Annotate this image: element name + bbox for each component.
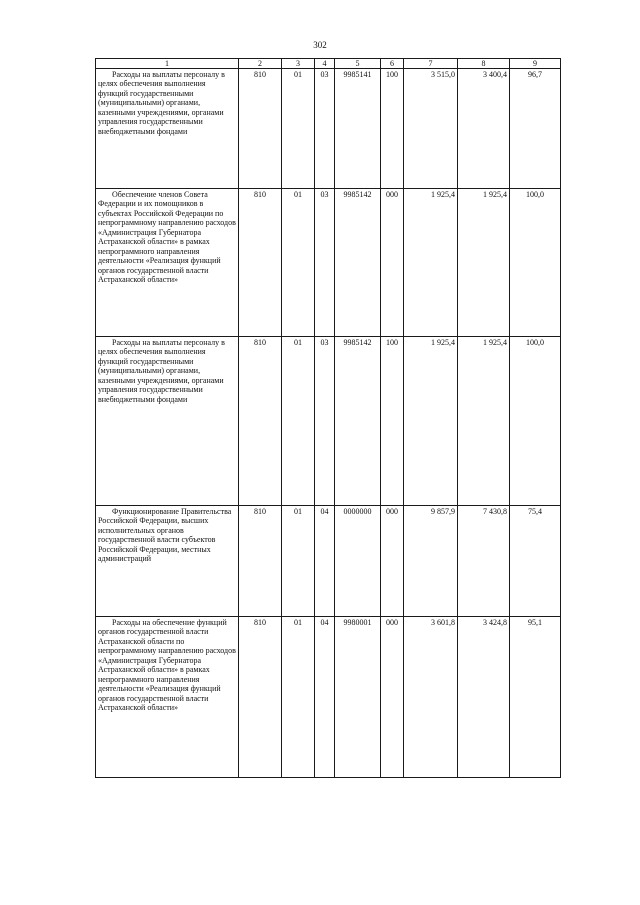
row-description [96,337,239,506]
execution-percent: 100,0 [510,337,561,506]
actual-amount: 3 400,4 [458,69,510,189]
row-description-text: Расходы на выплаты персоналу в целях обеспечения выполнения функций государственными (муниципальными) органами, казенными учреждениями, органами управления государственными внебюджетными фондами [98,338,225,404]
row-description-text: Обеспечение членов Совета Федерации и их помощников в субъектах Российской Федерации по непрограммному направлению расходов «Администрация Губернатора Астраханской области» в рамках непрограммного направления деятельности «Реализация функций органов государственной власти Астраханской области» [98,190,236,284]
subsection-code: 03 [315,337,335,506]
table-row [96,506,561,617]
table-row [96,69,561,189]
column-header: 6 [381,59,404,69]
target-article-code: 0000000 [335,506,381,617]
expense-type-code: 100 [381,69,404,189]
section-code: 01 [282,189,315,337]
expense-type-code: 000 [381,506,404,617]
planned-amount: 1 925,4 [404,189,458,337]
actual-amount: 3 424,8 [458,617,510,778]
table-header-row [96,59,561,69]
row-description [96,69,239,189]
column-header: 1 [96,59,239,69]
column-header: 9 [510,59,561,69]
page-number: 302 [313,40,327,50]
expense-type-code: 000 [381,617,404,778]
section-code: 01 [282,69,315,189]
target-article-code: 9985141 [335,69,381,189]
admin-code: 810 [239,337,282,506]
row-description-text: Расходы на выплаты персоналу в целях обеспечения выполнения функций государственными (муниципальными) органами, казенными учреждениями, органами управления государственными внебюджетными фондами [98,70,225,136]
planned-amount: 3 601,8 [404,617,458,778]
section-code: 01 [282,617,315,778]
planned-amount: 3 515,0 [404,69,458,189]
admin-code: 810 [239,617,282,778]
execution-percent: 75,4 [510,506,561,617]
target-article-code: 9985142 [335,337,381,506]
subsection-code: 03 [315,189,335,337]
target-article-code: 9980001 [335,617,381,778]
column-header: 7 [404,59,458,69]
row-description-text: Расходы на обеспечение функций органов государственной власти Астраханской области по непрограммному направлению расходов «Администрация Губернатора Астраханской области» в рамках непрограммного направления деятельности «Реализация функций органов государственной власти Астраханской области» [98,618,236,712]
row-description [96,189,239,337]
admin-code: 810 [239,69,282,189]
target-article-code: 9985142 [335,189,381,337]
column-header: 4 [315,59,335,69]
actual-amount: 1 925,4 [458,189,510,337]
actual-amount: 7 430,8 [458,506,510,617]
planned-amount: 1 925,4 [404,337,458,506]
execution-percent: 96,7 [510,69,561,189]
column-header: 3 [282,59,315,69]
column-header: 5 [335,59,381,69]
actual-amount: 1 925,4 [458,337,510,506]
table-row [96,189,561,337]
table-row [96,617,561,778]
row-description-text: Функционирование Правительства Российской Федерации, высших исполнительных органов государственной власти субъектов Российской Федерации, местных администраций [98,507,232,564]
row-description [96,617,239,778]
admin-code: 810 [239,189,282,337]
expense-type-code: 100 [381,337,404,506]
row-description [96,506,239,617]
expense-type-code: 000 [381,189,404,337]
section-code: 01 [282,506,315,617]
column-header: 2 [239,59,282,69]
section-code: 01 [282,337,315,506]
subsection-code: 04 [315,506,335,617]
column-header: 8 [458,59,510,69]
planned-amount: 9 857,9 [404,506,458,617]
admin-code: 810 [239,506,282,617]
execution-percent: 95,1 [510,617,561,778]
subsection-code: 04 [315,617,335,778]
execution-percent: 100,0 [510,189,561,337]
table-row [96,337,561,506]
subsection-code: 03 [315,69,335,189]
budget-table [95,58,561,778]
